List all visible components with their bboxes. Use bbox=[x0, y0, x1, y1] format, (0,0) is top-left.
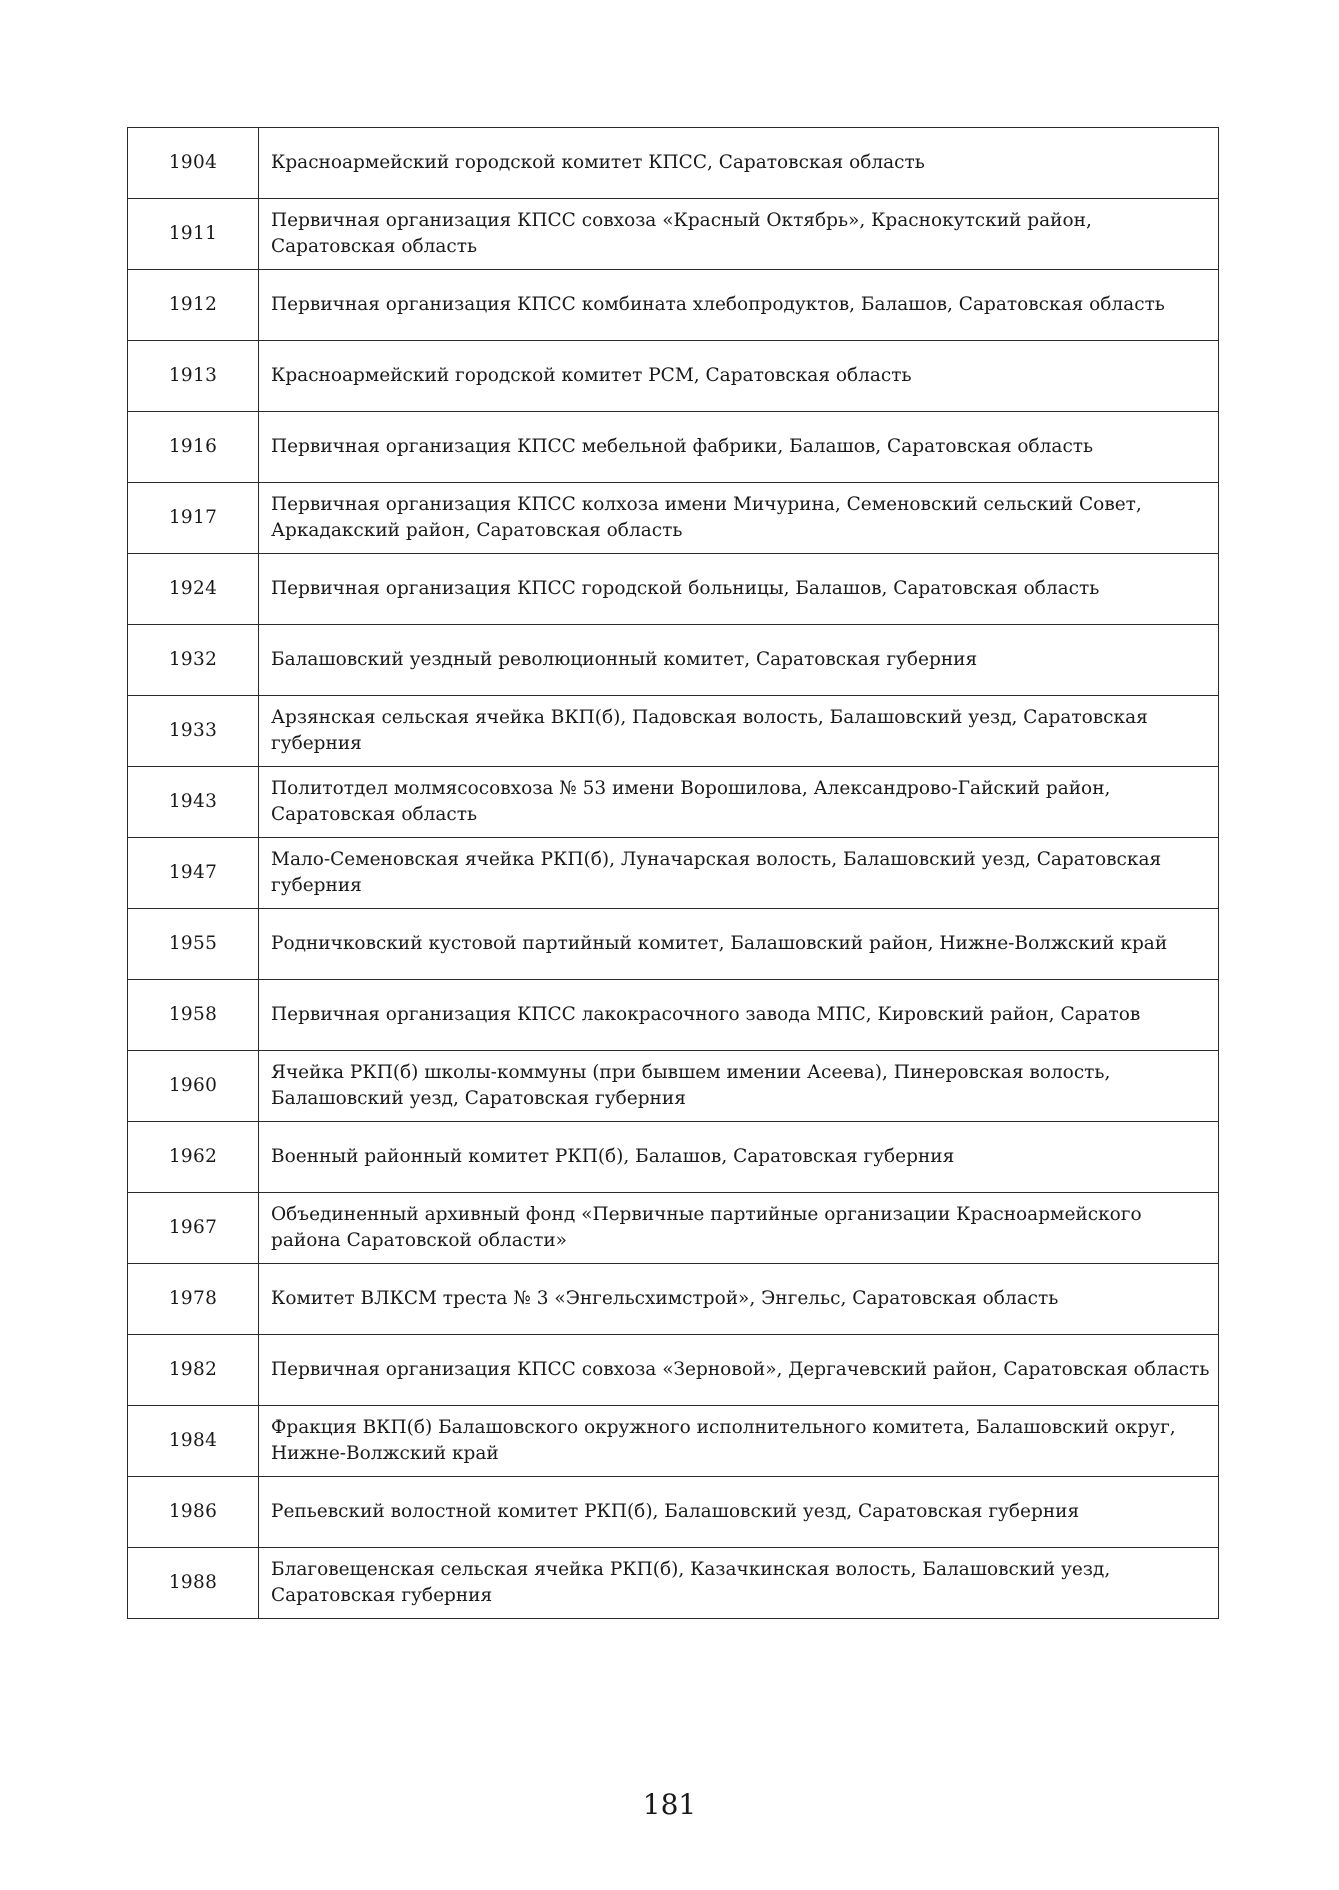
table-row bbox=[128, 1193, 1219, 1264]
fund-number-cell: 1978 bbox=[128, 1264, 259, 1335]
fund-number-cell: 1943 bbox=[128, 767, 259, 838]
fund-number-cell: 1986 bbox=[128, 1477, 259, 1548]
table-row bbox=[128, 980, 1219, 1051]
table-row bbox=[128, 554, 1219, 625]
table-row bbox=[128, 767, 1219, 838]
table-row bbox=[128, 625, 1219, 696]
fund-number-cell: 1984 bbox=[128, 1406, 259, 1477]
fund-title-cell: Красноармейский городской комитет КПСС, Саратовская область bbox=[259, 128, 1219, 199]
fund-number-cell: 1912 bbox=[128, 270, 259, 341]
fund-number-cell: 1988 bbox=[128, 1548, 259, 1619]
fund-title-cell: Первичная организация КПСС комбината хлебопродуктов, Балашов, Саратовская область bbox=[259, 270, 1219, 341]
fund-title-cell: Объединенный архивный фонд «Первичные партийные организации Красноармейского района Саратовской области» bbox=[259, 1193, 1219, 1264]
fund-number-cell: 1960 bbox=[128, 1051, 259, 1122]
table-row bbox=[128, 341, 1219, 412]
table-row bbox=[128, 1122, 1219, 1193]
table-row bbox=[128, 412, 1219, 483]
table-row bbox=[128, 128, 1219, 199]
fund-number-cell: 1967 bbox=[128, 1193, 259, 1264]
fund-title-cell: Первичная организация КПСС лакокрасочного завода МПС, Кировский район, Саратов bbox=[259, 980, 1219, 1051]
fund-table bbox=[127, 127, 1219, 1619]
table-row bbox=[128, 1264, 1219, 1335]
fund-number-cell: 1947 bbox=[128, 838, 259, 909]
fund-title-cell: Комитет ВЛКСМ треста № 3 «Энгельсхимстрой», Энгельс, Саратовская область bbox=[259, 1264, 1219, 1335]
fund-title-cell: Первичная организация КПСС колхоза имени Мичурина, Семеновский сельский Совет, Аркадакский район, Саратовская область bbox=[259, 483, 1219, 554]
fund-number-cell: 1916 bbox=[128, 412, 259, 483]
fund-number-cell: 1955 bbox=[128, 909, 259, 980]
fund-table-body bbox=[128, 128, 1219, 1619]
table-row bbox=[128, 838, 1219, 909]
fund-number-cell: 1924 bbox=[128, 554, 259, 625]
fund-title-cell: Первичная организация КПСС городской больницы, Балашов, Саратовская область bbox=[259, 554, 1219, 625]
table-row bbox=[128, 1335, 1219, 1406]
table-row bbox=[128, 909, 1219, 980]
fund-number-cell: 1917 bbox=[128, 483, 259, 554]
fund-title-cell: Красноармейский городской комитет РСМ, Саратовская область bbox=[259, 341, 1219, 412]
fund-title-cell: Ячейка РКП(б) школы-коммуны (при бывшем имении Асеева), Пинеровская волость, Балашовский уезд, Саратовская губерния bbox=[259, 1051, 1219, 1122]
fund-title-cell: Первичная организация КПСС совхоза «Красный Октябрь», Краснокутский район, Саратовская область bbox=[259, 199, 1219, 270]
fund-title-cell: Фракция ВКП(б) Балашовского окружного исполнительного комитета, Балашовский округ, Нижне-Волжский край bbox=[259, 1406, 1219, 1477]
fund-number-cell: 1982 bbox=[128, 1335, 259, 1406]
table-row bbox=[128, 1477, 1219, 1548]
fund-title-cell: Политотдел молмясосовхоза № 53 имени Ворошилова, Александрово-Гайский район, Саратовская область bbox=[259, 767, 1219, 838]
table-row bbox=[128, 270, 1219, 341]
fund-number-cell: 1933 bbox=[128, 696, 259, 767]
fund-number-cell: 1913 bbox=[128, 341, 259, 412]
table-row bbox=[128, 1548, 1219, 1619]
fund-title-cell: Мало-Семеновская ячейка РКП(б), Луначарская волость, Балашовский уезд, Саратовская губерния bbox=[259, 838, 1219, 909]
fund-title-cell: Первичная организация КПСС мебельной фабрики, Балашов, Саратовская область bbox=[259, 412, 1219, 483]
fund-title-cell: Репьевский волостной комитет РКП(б), Балашовский уезд, Саратовская губерния bbox=[259, 1477, 1219, 1548]
fund-number-cell: 1932 bbox=[128, 625, 259, 696]
fund-number-cell: 1962 bbox=[128, 1122, 259, 1193]
table-row bbox=[128, 1051, 1219, 1122]
fund-number-cell: 1904 bbox=[128, 128, 259, 199]
table-row bbox=[128, 696, 1219, 767]
fund-title-cell: Балашовский уездный революционный комитет, Саратовская губерния bbox=[259, 625, 1219, 696]
fund-title-cell: Благовещенская сельская ячейка РКП(б), Казачкинская волость, Балашовский уезд, Саратовская губерния bbox=[259, 1548, 1219, 1619]
fund-title-cell: Родничковский кустовой партийный комитет, Балашовский район, Нижне-Волжский край bbox=[259, 909, 1219, 980]
table-row bbox=[128, 199, 1219, 270]
fund-title-cell: Первичная организация КПСС совхоза «Зерновой», Дергачевский район, Саратовская область bbox=[259, 1335, 1219, 1406]
fund-number-cell: 1958 bbox=[128, 980, 259, 1051]
fund-title-cell: Военный районный комитет РКП(б), Балашов, Саратовская губерния bbox=[259, 1122, 1219, 1193]
fund-number-cell: 1911 bbox=[128, 199, 259, 270]
table-row bbox=[128, 483, 1219, 554]
fund-title-cell: Арзянская сельская ячейка ВКП(б), Падовская волость, Балашовский уезд, Саратовская губерния bbox=[259, 696, 1219, 767]
table-row bbox=[128, 1406, 1219, 1477]
page-number: 181 bbox=[642, 1788, 697, 1821]
